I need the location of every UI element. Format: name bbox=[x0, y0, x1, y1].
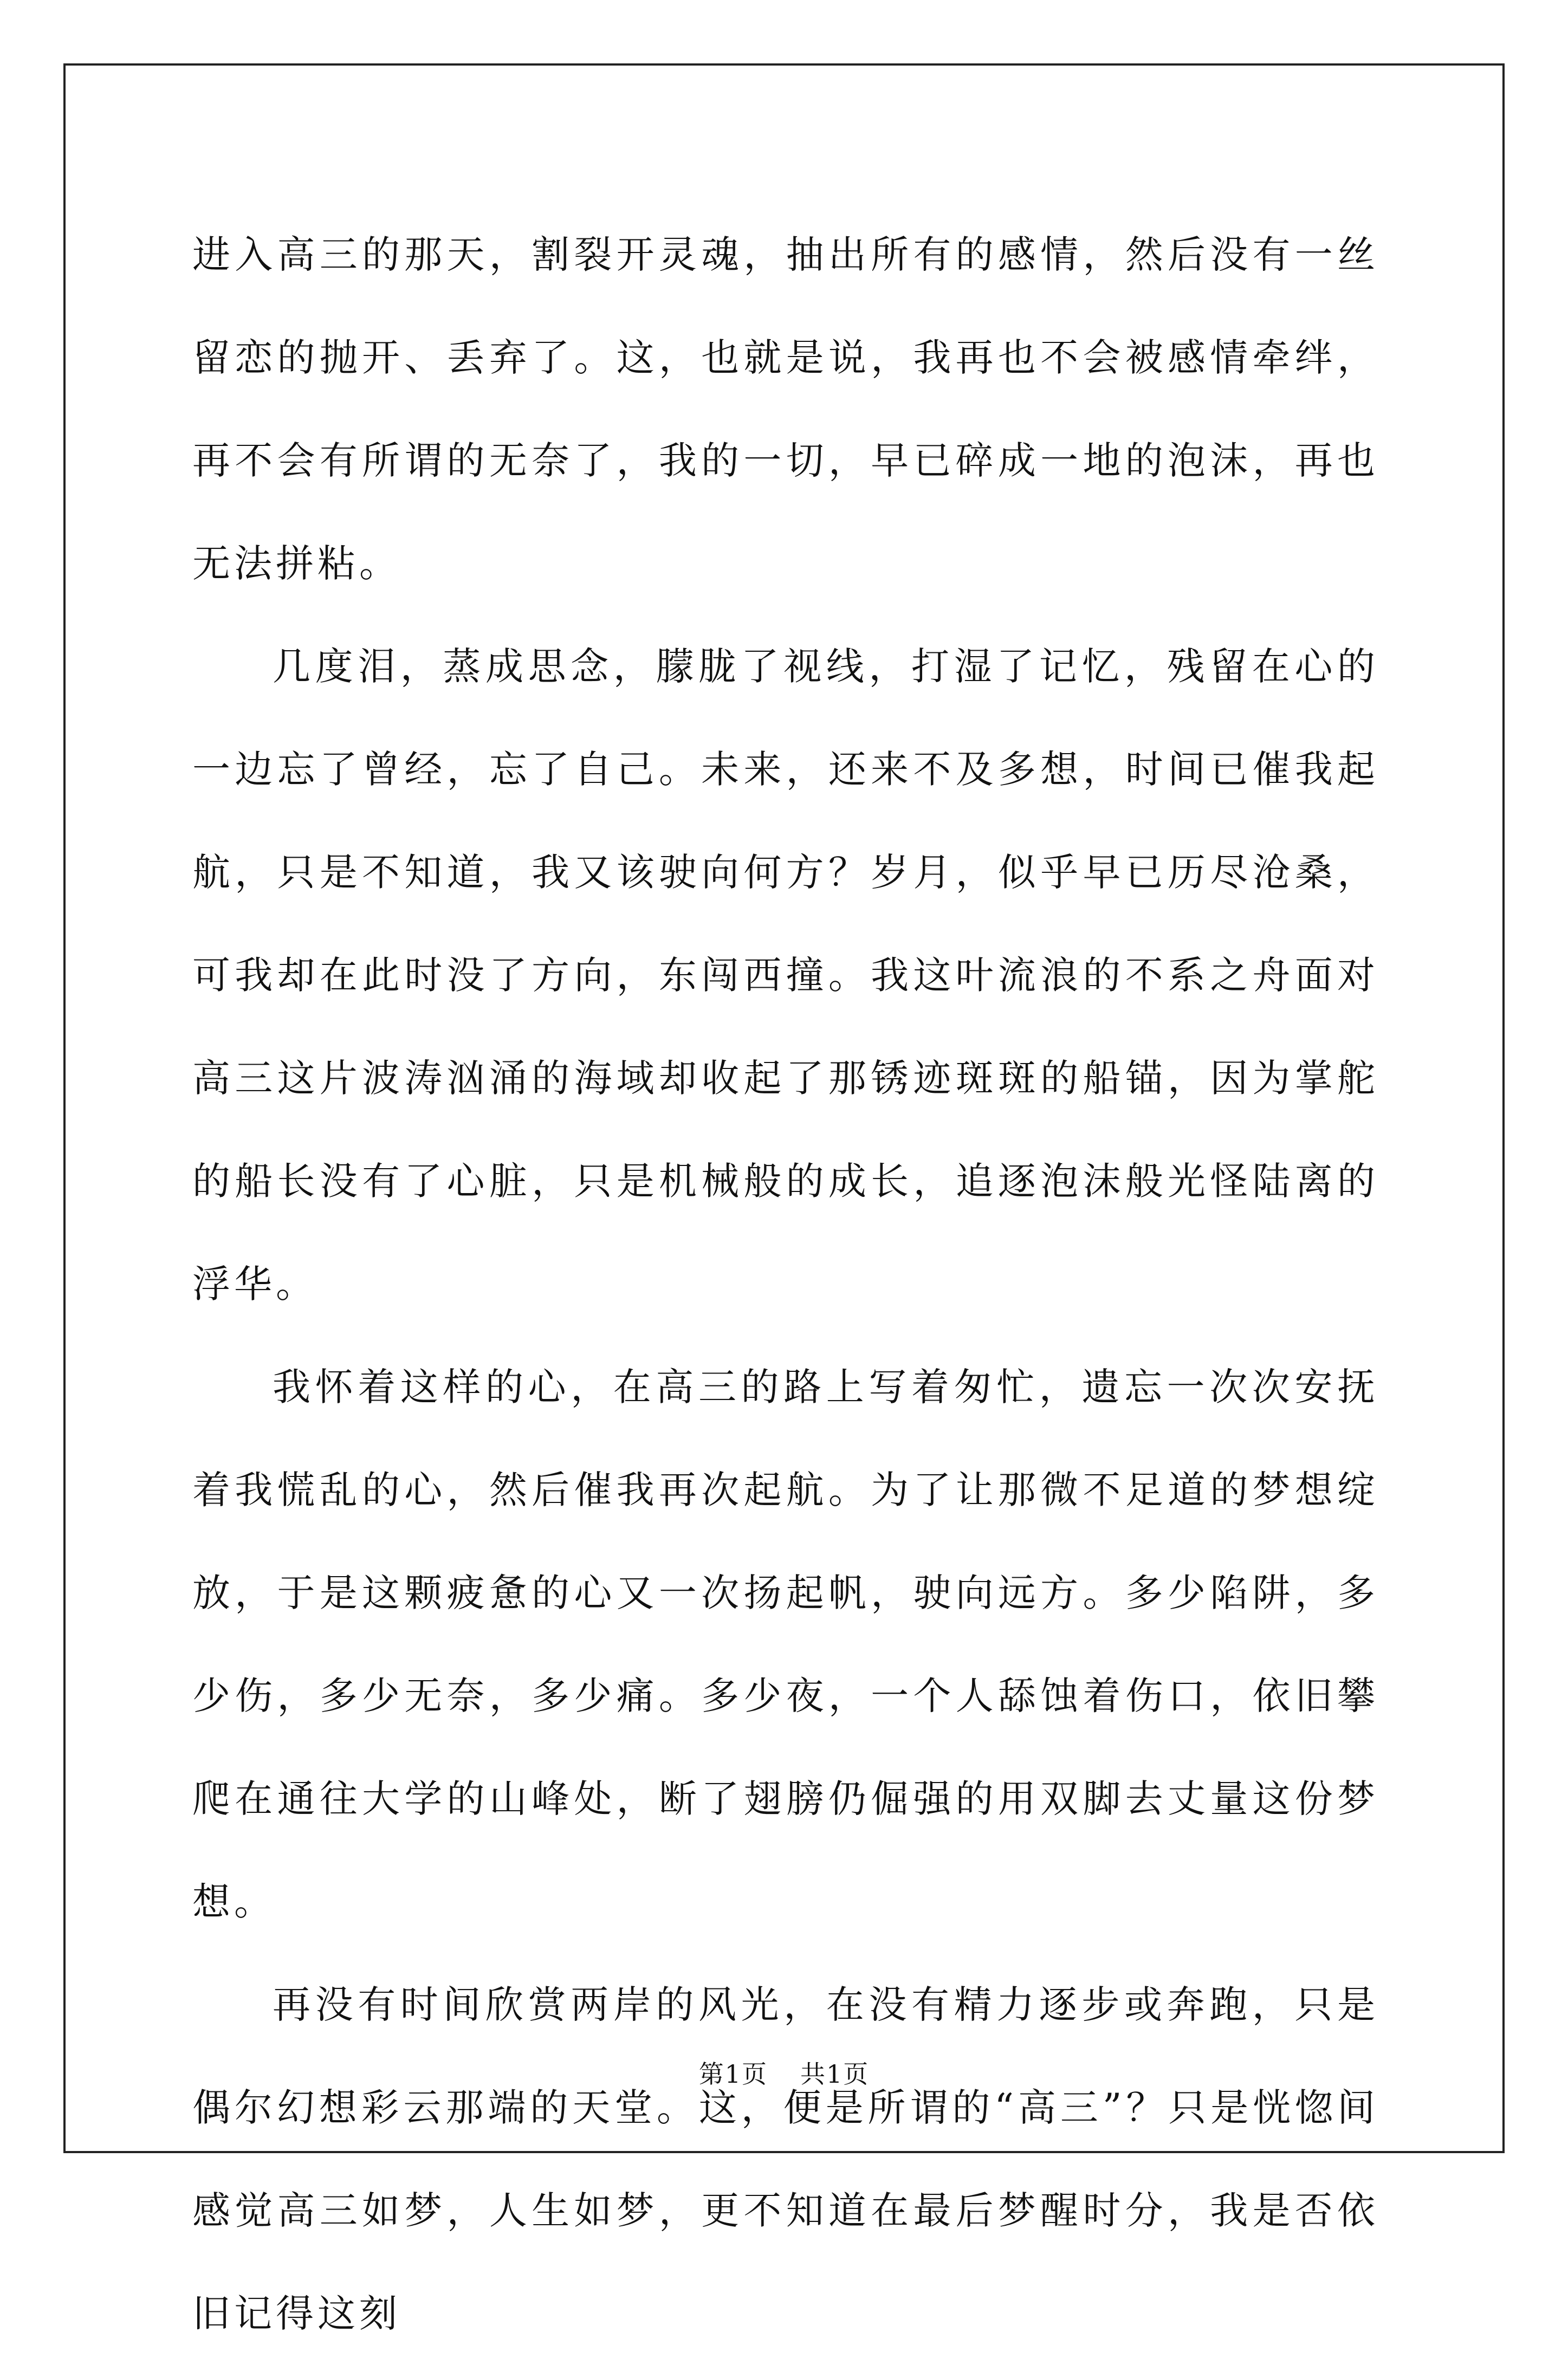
page-footer bbox=[0, 2058, 1568, 2090]
document-body bbox=[192, 203, 1379, 2365]
paragraph-3: 我怀着这样的心，在高三的路上写着匆忙，遗忘一次次安抚着我慌乱的心，然后催我再次起航。为了让那微不足道的梦想绽放，于是这颗疲惫的心又一次扬起帆，驶向远方。多少陷阱，多少伤，多少无奈，多少痛。多少夜，一个人舔蚀着伤口，依旧攀爬在通往大学的山峰处，断了翅膀仍倔强的用双脚去丈量这份梦想。 bbox=[192, 1365, 1379, 1924]
page-number-current: 第1页 bbox=[698, 2059, 768, 2089]
page-number-total: 共1页 bbox=[800, 2059, 870, 2089]
paragraph-2: 几度泪，蒸成思念，朦胧了视线，打湿了记忆，残留在心的一边忘了曾经，忘了自己。未来，还来不及多想，时间已催我起航，只是不知道，我又该驶向何方？岁月，似乎早已历尽沧桑，可我却在此时没了方向，东闯西撞。我这叶流浪的不系之舟面对高三这片波涛汹涌的海域却收起了那锈迹斑斑的船锚，因为掌舵的船长没有了心脏，只是机械般的成长，追逐泡沫般光怪陆离的浮华。 bbox=[192, 644, 1379, 1306]
paragraph-1: 进入高三的那天，割裂开灵魂，抽出所有的感情，然后没有一丝留恋的抛开、丢弃了。这，也就是说，我再也不会被感情牵绊，再不会有所谓的无奈了，我的一切，早已碎成一地的泡沫，再也无法拼粘。 bbox=[192, 232, 1379, 586]
paragraph-4: 再没有时间欣赏两岸的风光，在没有精力逐步或奔跑，只是偶尔幻想彩云那端的天堂。这，便是所谓的“高三”？只是恍惚间感觉高三如梦，人生如梦，更不知道在最后梦醒时分，我是否依旧记得这刻 bbox=[192, 1982, 1379, 2336]
